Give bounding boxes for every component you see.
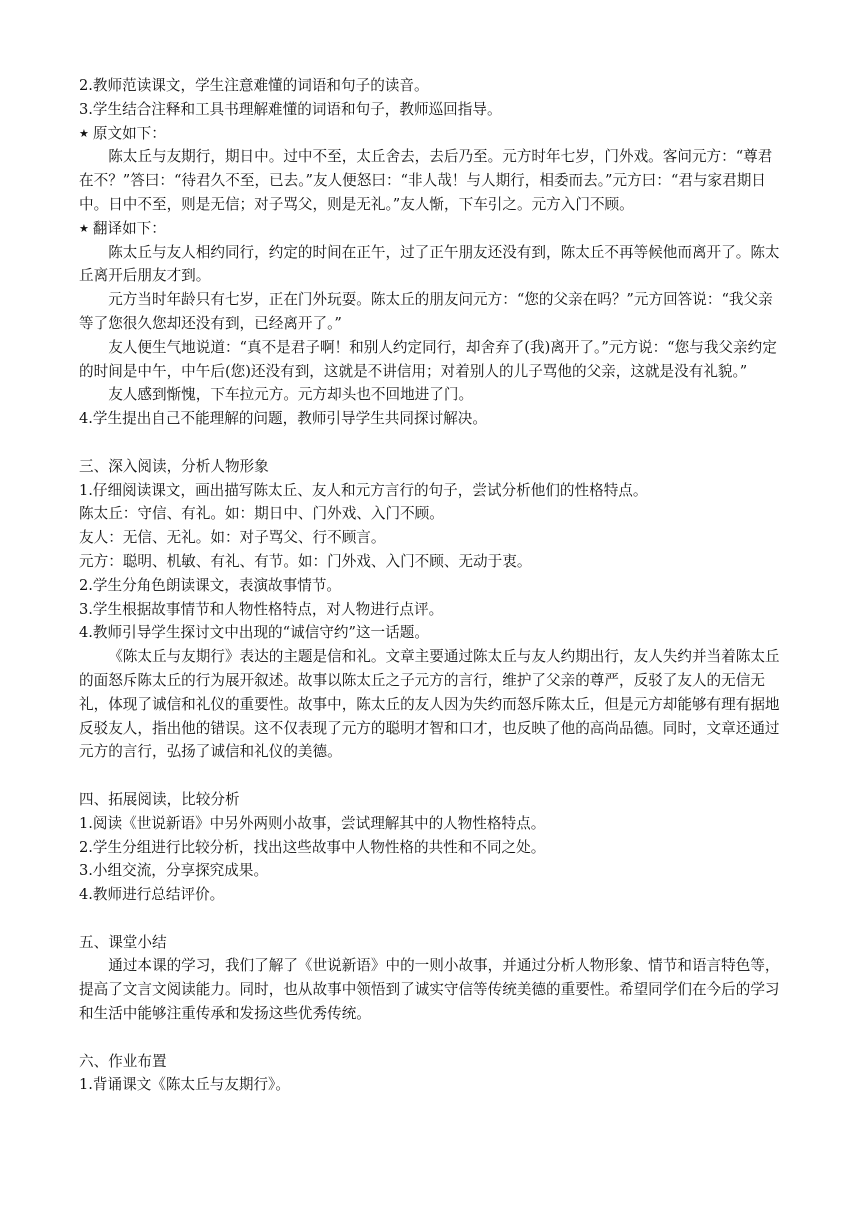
blank-line: [79, 1026, 783, 1050]
paragraph: 1.阅读《世说新语》中另外两则小故事，尝试理解其中的人物性格特点。: [79, 814, 546, 832]
paragraph: 元方：聪明、机敏、有礼、有节。如：门外戏、入门不顾、无动于衷。: [79, 552, 532, 570]
paragraph: 《陈太丘与友期行》表达的主题是信和礼。文章主要通过陈太丘与友人约期出行，友人失约并当着陈太丘的面怒斥陈太丘的行为展开叙述。故事以陈太丘之子元方的言行，维护了父亲的尊严，反驳了友人的无信无礼，体现了诚信和礼仪的重要性。故事中，陈太丘的友人因为失约而怒斥陈太丘，但是元方却能够有理有据地反驳友人，指出他的错误。这不仅表现了元方的聪明才智和口才，也反映了他的高尚品德。同时，文章还通过元方的言行，弘扬了诚信和礼仪的美德。: [79, 648, 780, 761]
paragraph: 2.学生分角色朗读课文，表演故事情节。: [79, 576, 342, 594]
blank-line: [79, 907, 783, 931]
paragraph: 4.教师进行总结评价。: [79, 886, 225, 904]
paragraph: 四、拓展阅读，比较分析: [79, 790, 240, 808]
paragraph: 友人感到惭愧，下车拉元方。元方却头也不回地进了门。: [108, 386, 474, 404]
paragraph: 3.小组交流，分享探究成果。: [79, 862, 269, 880]
star-heading: ★ 原文如下：: [79, 122, 783, 146]
paragraph: 通过本课的学习，我们了解了《世说新语》中的一则小故事，并通过分析人物形象、情节和语言特色等，提高了文言文阅读能力。同时，也从故事中领悟到了诚实守信等传统美德的重要性。希望同学们在今后的学习和生活中能够注重传承和发扬这些优秀传统。: [79, 957, 780, 1023]
blank-line: [79, 764, 783, 788]
paragraph: 3.学生结合注释和工具书理解难懂的词语和句子，教师巡回指导。: [79, 100, 502, 118]
star-heading: ★ 翻译如下：: [79, 217, 783, 241]
paragraph: 陈太丘与友人相约同行，约定的时间在正午，过了正午朋友还没有到，陈太丘不再等候他而离开了。陈太丘离开后朋友才到。: [79, 243, 780, 285]
paragraph: 4.教师引导学生探讨文中出现的“诚信守约”这一话题。: [79, 624, 429, 642]
paragraph: 陈太丘与友期行，期日中。过中不至，太丘舍去，去后乃至。元方时年七岁，门外戏。客问元方：“尊君在不？”答曰：“待君久不至，已去。”友人便怒曰：“非人哉！与人期行，相委而去。”元方曰：“君与家君期日中。日中不至，则是无信；对子骂父，则是无礼。”友人惭，下车引之。元方入门不顾。: [79, 148, 773, 213]
paragraph: 六、作业布置: [79, 1052, 167, 1070]
paragraph: 4.学生提出自己不能理解的问题，教师引导学生共同探讨解决。: [79, 410, 487, 428]
paragraph: 元方当时年龄只有七岁，正在门外玩耍。陈太丘的朋友问元方：“您的父亲在吗？”元方回答说：“我父亲等了您很久您却还没有到，已经离开了。”: [79, 291, 773, 332]
paragraph: 2.学生分组进行比较分析，找出这些故事中人物性格的共性和不同之处。: [79, 838, 546, 856]
blank-line: [79, 431, 783, 455]
paragraph: 1.仔细阅读课文，画出描写陈太丘、友人和元方言行的句子，尝试分析他们的性格特点。: [79, 481, 648, 499]
document-page: [79, 74, 783, 1097]
paragraph: 五、课堂小结: [79, 933, 167, 951]
paragraph: 友人：无信、无礼。如：对子骂父、行不顾言。: [79, 529, 386, 547]
paragraph: 三、深入阅读，分析人物形象: [79, 457, 269, 475]
paragraph: 2.教师范读课文，学生注意难懂的词语和句子的读音。: [79, 77, 429, 94]
paragraph: 陈太丘：守信、有礼。如：期日中、门外戏、入门不顾。: [79, 505, 444, 523]
paragraph: 友人便生气地说道：“真不是君子啊！和别人约定同行，却舍弃了(我)离开了。”元方说：“您与我父亲约定的时间是中午，中午后(您)还没有到，这就是不讲信用；对着别人的儿子骂他的父亲，这就是没有礼貌。”: [79, 338, 777, 380]
paragraph: 1.背诵课文《陈太丘与友期行》。: [79, 1076, 290, 1094]
paragraph: 3.学生根据故事情节和人物性格特点，对人物进行点评。: [79, 600, 444, 618]
